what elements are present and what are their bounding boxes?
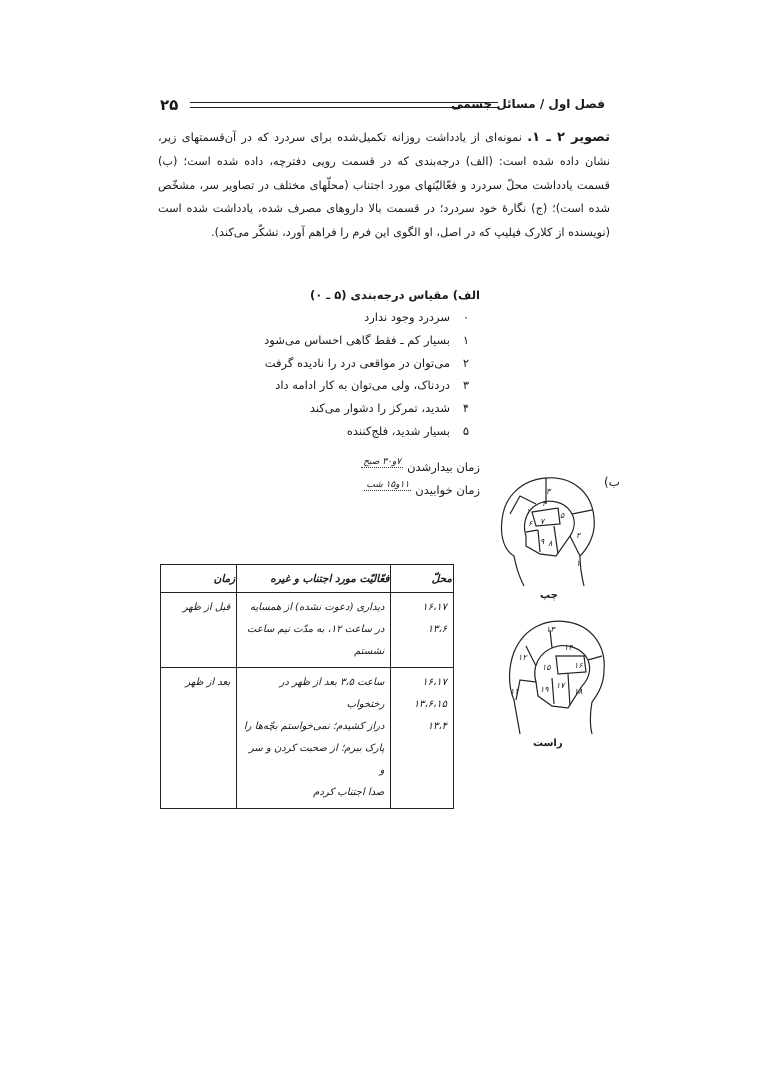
- scale-item-text: بسیار کم ـ فقط گاهی احساس می‌شود: [264, 332, 450, 347]
- wake-time-value: ۷و۳۰ صبح: [363, 457, 402, 467]
- cell-location: [391, 668, 454, 809]
- table-row: [161, 668, 454, 809]
- activity-line: دیداری (دعوت نشده) از همسایه: [250, 602, 385, 613]
- column-header-activity: فعّالیّت مورد اجتناب و غیره: [237, 565, 391, 593]
- scale-item-number: ۰: [462, 310, 470, 324]
- sleep-time-value: ۱۱و۱۵ شب: [366, 480, 410, 490]
- region-number: ۱۷: [556, 681, 565, 690]
- region-number: ۱۳: [546, 625, 555, 634]
- location-line: ۱۶،۱۷: [422, 677, 447, 688]
- location-line: ۱۶،۱۷: [422, 602, 447, 613]
- scale-item-text: می‌توان در مواقعی درد را نادیده گرفت: [264, 355, 450, 370]
- figure-label-b: ب): [604, 475, 620, 489]
- activity-line: ساعت ۳،۵ بعد از ظهر در رختخواب: [279, 677, 385, 710]
- region-number: ۱۴: [564, 643, 573, 652]
- scale-item: [264, 397, 480, 420]
- cell-activity: [237, 668, 391, 809]
- scale-item-number: ۵: [462, 423, 470, 438]
- head-left-label: چپ: [540, 590, 558, 601]
- scale-item-text: شدید، تمرکز را دشوار می‌کند: [309, 401, 450, 416]
- scale-item-text: سردرد وجود ندارد: [364, 310, 450, 324]
- region-number: ۹: [540, 537, 545, 546]
- region-number: ۷: [540, 517, 545, 526]
- head-diagram-right: [506, 616, 608, 738]
- scale-item-number: ۴: [462, 401, 470, 416]
- running-head: فصل اول / مسائل جسمی: [451, 97, 605, 111]
- region-number: ۸: [548, 539, 553, 548]
- scale-item-text: دردناک، ولی می‌توان به کار ادامه داد: [275, 378, 450, 393]
- head-diagram-left: [496, 474, 604, 590]
- scale-title: الف) مقیاس درجه‌بندی (۵ ـ ۰): [309, 288, 480, 302]
- caption-text: نمونه‌ای از یادداشت روزانه تکمیل‌شده برای سردرد که در آن‌قسمتهای زیر، نشان داده شده است: (الف) درجه‌بندی که در قسمت رویی دفترچه، داده شده است؛ (ب) قسمت یادداشت محلّ سردرد و فعّالیّتهای مورد اجتناب (محلّهای مختلف در تصاویر سر، مشخّص شده است)؛ (ج) نگارهٔ خود سردرد؛ در قسمت بالا داروهای مصرف شده، یادداشت شده است (نویسنده از کلارک فیلیپ که در اصل، او الگوی این فرم را فراهم آورد، تشکّر می‌کند).: [158, 131, 610, 240]
- activity-line: نشستم: [354, 646, 385, 657]
- activity-line: صدا اجتناب کردم: [313, 787, 385, 798]
- scale-item-text: بسیار شدید، فلج‌کننده: [346, 423, 450, 438]
- region-number: ۶: [528, 519, 533, 528]
- scale-item-number: ۳: [462, 378, 470, 393]
- region-number: ۱۲: [518, 653, 527, 662]
- region-number: ۱۱: [510, 687, 519, 696]
- region-number: ۱۵: [542, 663, 551, 672]
- scale-item: [264, 374, 480, 397]
- wake-time-row: [361, 457, 480, 474]
- region-number: ۳: [546, 487, 551, 496]
- region-number: ۱۰: [526, 507, 535, 516]
- sleep-time-label: زمان خوابیدن: [415, 483, 480, 497]
- scale-item: [264, 329, 480, 352]
- region-number: ۱۹: [540, 685, 549, 694]
- activity-line: پارک ببرم؛ از صحبت کردن و سر و: [248, 743, 385, 776]
- cell-activity: [237, 593, 391, 668]
- table-row: [161, 593, 454, 668]
- caption-label: تصویر ۲ ـ ۱.: [527, 130, 610, 145]
- wake-time-label: زمان بیدارشدن: [407, 460, 480, 474]
- location-line: ۱۳،۶: [427, 624, 447, 635]
- activity-line: دراز کشیدم؛ نمی‌خواستم بچّه‌ها را: [243, 721, 385, 732]
- rating-scale: [264, 288, 480, 443]
- region-number: ۴: [542, 499, 547, 508]
- scale-item-number: ۲: [462, 355, 470, 370]
- location-line: ۱۳،۶،۱۵: [413, 699, 447, 710]
- location-line: ۱۳،۴: [427, 721, 447, 732]
- sleep-time-row: [364, 480, 480, 497]
- cell-location: [391, 593, 454, 668]
- cell-time: قبل از ظهر: [161, 593, 237, 668]
- region-number: ۵: [560, 511, 565, 520]
- table-header-row: [161, 565, 454, 593]
- scale-item-number: ۱: [462, 332, 470, 347]
- scale-item: [264, 420, 480, 443]
- figure-caption: [158, 126, 610, 245]
- cell-time: بعد از ظهر: [161, 668, 237, 809]
- scale-item: [264, 306, 480, 329]
- scale-item: [264, 352, 480, 375]
- activity-line: در ساعت ۱۲، به مدّت نیم ساعت: [247, 624, 385, 635]
- headache-log-table: [160, 564, 454, 809]
- head-right-label: راست: [533, 738, 563, 749]
- column-header-time: زمان: [161, 565, 237, 593]
- region-number: ۲: [576, 531, 581, 540]
- region-number: ۱۶: [574, 661, 583, 670]
- region-number: ۱۸: [574, 687, 583, 696]
- region-number: ۱: [576, 559, 581, 568]
- page-number: ۲۵: [160, 96, 179, 114]
- column-header-location: محلّ: [391, 565, 454, 593]
